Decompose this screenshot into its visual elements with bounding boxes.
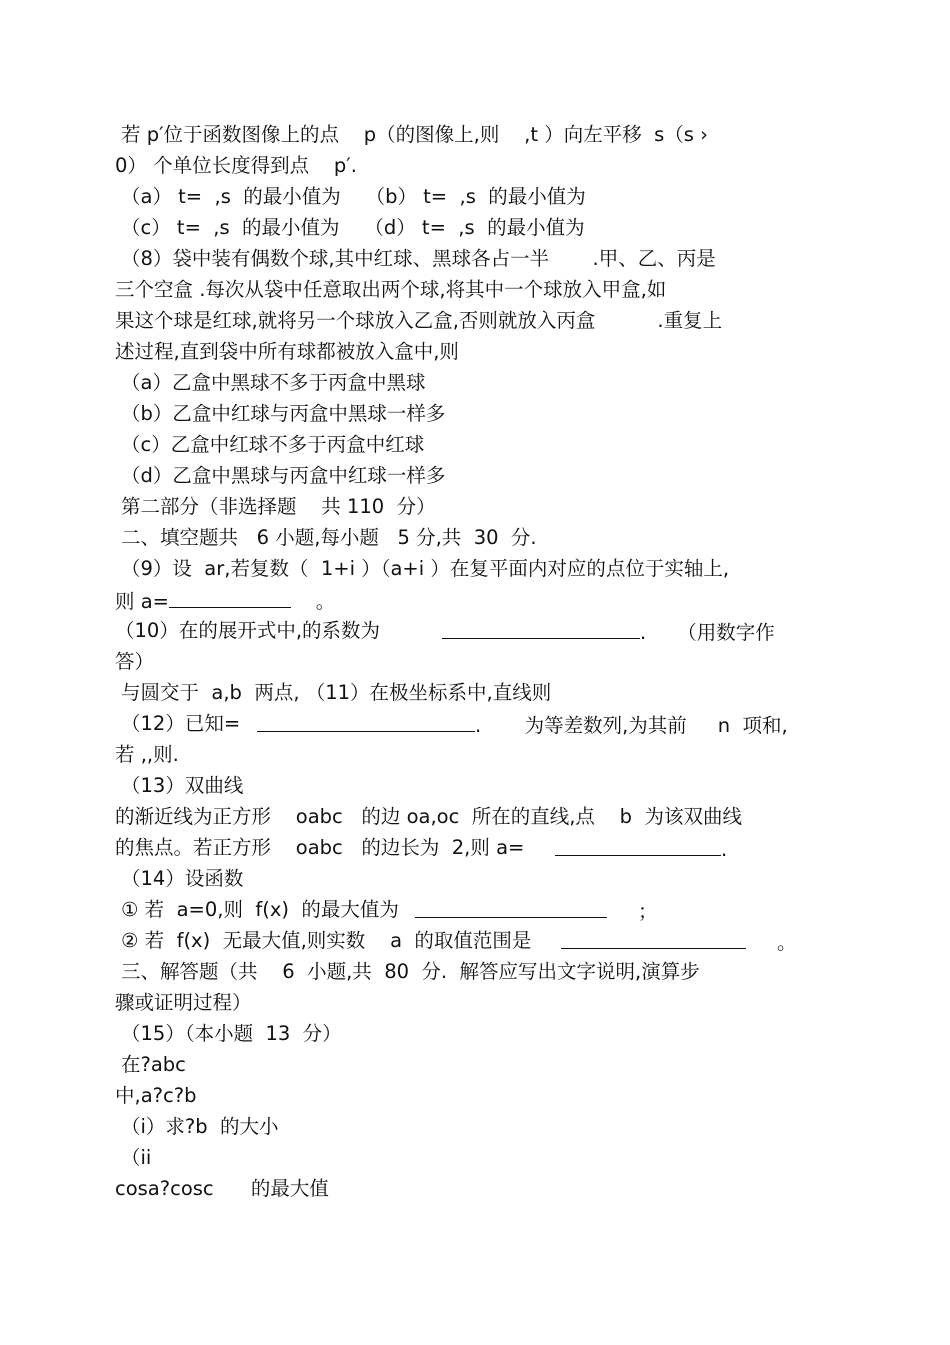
q13-answer-blank[interactable] bbox=[555, 835, 721, 856]
q14-2-tail: 。 bbox=[746, 931, 797, 954]
text-line: 第二部分（非选择题 共 110 分） bbox=[121, 495, 436, 518]
q12-answer-blank[interactable] bbox=[257, 711, 475, 732]
text-line: （13）双曲线 bbox=[121, 774, 244, 797]
q14-2-answer-blank[interactable] bbox=[561, 928, 746, 949]
text-line: ① 若 a=0,则 f(x) 的最大值为 bbox=[121, 898, 399, 921]
q9-answer-blank[interactable] bbox=[169, 587, 291, 608]
text-line: 0） 个单位长度得到点 p′. bbox=[115, 154, 357, 177]
text-line: （c）乙盒中红球不多于丙盒中红球 bbox=[121, 433, 425, 456]
text-line: 答） bbox=[115, 650, 155, 673]
q10-answer-blank[interactable] bbox=[442, 618, 640, 639]
text-line: 果这个球是红球,就将另一个球放入乙盒,否则就放入丙盒 .重复上 bbox=[115, 309, 723, 332]
text-line: （ii bbox=[121, 1146, 152, 1169]
text-line: （i）求?b 的大小 bbox=[121, 1115, 279, 1138]
text-line: （14）设函数 bbox=[121, 867, 244, 890]
text-line: （10）在的展开式中,的系数为 bbox=[115, 619, 381, 642]
q13-tail: . bbox=[721, 838, 728, 861]
text-line: 的焦点。若正方形 oabc 的边长为 2,则 a= bbox=[115, 836, 525, 859]
q10-tail: . （用数字作 bbox=[640, 621, 775, 644]
q14-1-tail: ； bbox=[607, 900, 658, 923]
q9-prefix: 则 a= bbox=[115, 590, 169, 613]
text-line: 二、填空题共 6 小题,每小题 5 分,共 30 分. bbox=[121, 526, 537, 549]
q14-2-answer-line bbox=[561, 928, 797, 956]
text-line: 三个空盒 .每次从袋中任意取出两个球,将其中一个球放入甲盒,如 bbox=[115, 278, 667, 301]
text-line: （b）乙盒中红球与丙盒中黑球一样多 bbox=[121, 402, 446, 425]
text-line: 若 p′位于函数图像上的点 p（的图像上,则 ,t ）向左平移 s（s › bbox=[121, 123, 708, 146]
q9-suffix: 。 bbox=[291, 590, 336, 613]
text-line: 在?abc bbox=[121, 1053, 186, 1076]
q14-1-answer-blank[interactable] bbox=[415, 897, 607, 918]
q14-1-answer-line bbox=[415, 897, 658, 925]
text-line: 与圆交于 a,b 两点, （11）在极坐标系中,直线则 bbox=[121, 681, 552, 704]
q13-answer-line bbox=[555, 835, 727, 863]
text-line: 若 ,,则. bbox=[115, 743, 179, 766]
q9-answer-line bbox=[115, 587, 335, 615]
text-line: ② 若 f(x) 无最大值,则实数 a 的取值范围是 bbox=[121, 929, 532, 952]
text-line: （a） t= ,s 的最小值为 （b） t= ,s 的最小值为 bbox=[121, 185, 586, 208]
q12-answer-line bbox=[257, 711, 788, 739]
text-line: （c） t= ,s 的最小值为 （d） t= ,s 的最小值为 bbox=[121, 216, 585, 239]
text-line: （8）袋中装有偶数个球,其中红球、黑球各占一半 .甲、乙、丙是 bbox=[121, 247, 716, 270]
text-line: 中,a?c?b bbox=[115, 1084, 197, 1107]
text-line: 的渐近线为正方形 oabc 的边 oa,oc 所在的直线,点 b 为该双曲线 bbox=[115, 805, 742, 828]
text-line: 三、解答题（共 6 小题,共 80 分. 解答应写出文字说明,演算步 bbox=[121, 960, 700, 983]
q12-tail: . 为等差数列,为其前 n 项和, bbox=[475, 714, 788, 737]
text-line: （9）设 ar,若复数（ 1+i ）（a+i ）在复平面内对应的点位于实轴上, bbox=[121, 557, 730, 580]
text-line: （d）乙盒中黑球与丙盒中红球一样多 bbox=[121, 464, 446, 487]
q10-answer-line bbox=[442, 618, 775, 646]
text-line: （12）已知= bbox=[121, 712, 241, 735]
text-line: cosa?cosc 的最大值 bbox=[115, 1177, 329, 1200]
text-line: （15）（本小题 13 分） bbox=[121, 1022, 342, 1045]
text-line: 骤或证明过程） bbox=[115, 991, 252, 1014]
text-line: （a）乙盒中黑球不多于丙盒中黑球 bbox=[121, 371, 426, 394]
text-line: 述过程,直到袋中所有球都被放入盒中,则 bbox=[115, 340, 459, 363]
